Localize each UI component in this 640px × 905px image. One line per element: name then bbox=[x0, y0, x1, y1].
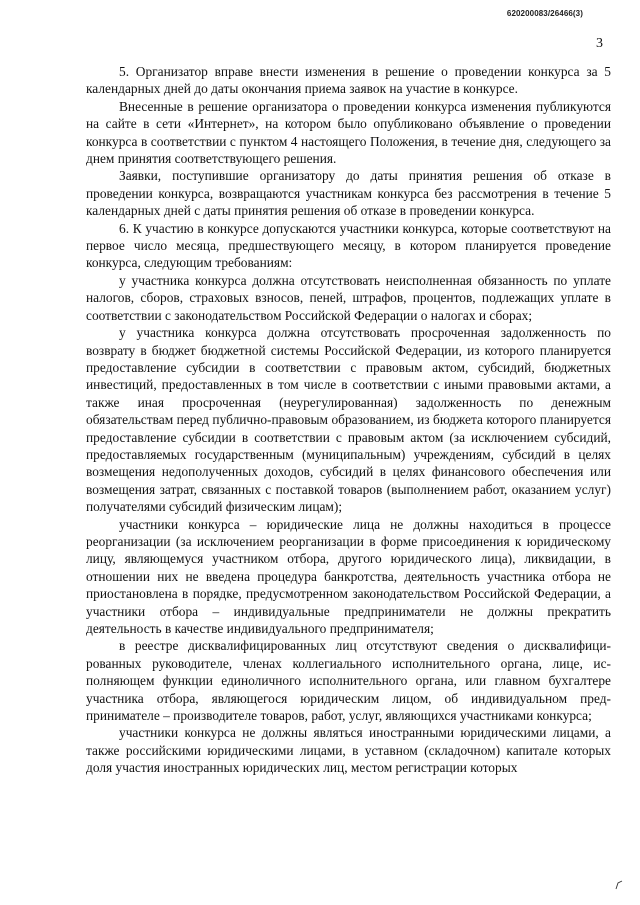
paragraph-applications-return: Заявки, поступившие организатору до даты принятия решения об отказе в проведении конкурса, возвращаются участникам конкурса без рассмотрения в течение 5 календарных дней с даты принятия решения об отказе в проведении конкурса. bbox=[86, 168, 611, 219]
document-code: 620200083/26466(3) bbox=[506, 9, 583, 18]
paragraph-requirement-budget-debt: у участника конкурса должна отсутствовать просроченная задолженность по возврату в бюджет бюджетной системы Российской Федерации, из которого планируется предоставление субсидии в соответствии с правовым актом, субсидий, бюджетных инвестиций, предоставленных в том числе в соответствии с иными правовыми актами, а также иная просроченная (неурегулированная) задолженность по денежным обязательствам перед публично-правовым образованием, из бюджета которого планируется предоставление субсидии в соответствии с правовым актом (за исключением субсидий, предоставляемых государственным (муниципальным) учреждениям, субсидий в целях возмещения недополученных доходов, субсидий в целях финансового обеспечения или возмещения затрат, связанных с поставкой товаров (выполнением работ, оказанием услуг) получателями субсидий физическим лицам); bbox=[86, 325, 611, 515]
page-number: 3 bbox=[596, 36, 603, 51]
paragraph-amendment-deadline: 5. Организатор вправе внести изменения в решение о проведении конкурса за 5 календарных дней до даты окончания приема заявок на участие в конкурсе. bbox=[86, 64, 611, 97]
paragraph-requirement-disqualified-persons: в реестре дисквалифицированных лиц отсутствуют сведения о дисквалифицированных руководителе, членах коллегиального исполнительного органа, лице, исполняющем функции единоличного исполнительного органа, или главном бухгалтере участника отбора, являющегося юридическим лицом, об индивидуальном предпринимателе – производителе товаров, работ, услуг, являющихся участниками конкурса; bbox=[86, 638, 611, 724]
paragraph-amendment-publication: Внесенные в решение организатора о проведении конкурса изменения публикуются на сайте в сети «Интернет», на котором было опубликовано объявление о проведении конкурса в соответствии с пунктом 4 настоящего Положения, в течение дня, следующего за днем принятия соответствующего решения. bbox=[86, 98, 611, 167]
document-body bbox=[86, 63, 611, 777]
paragraph-requirement-reorganization: участники конкурса – юридические лица не должны находиться в процессе реорганизации (за исключением реорганизации в форме присоединения к юридическому лицу, являющемуся участником отбора, другого юридического лица), ликвидации, в отношении них не введена процедура банкротства, деятельность участника отбора не приостановлена в порядке, предусмотренном законодательством Российской Федерации, а участники отбора – индивидуальные предприниматели не должны прекратить деятельность в качестве индивидуального предпринимателя; bbox=[86, 516, 611, 636]
scan-mark-icon bbox=[614, 880, 624, 890]
paragraph-participation-requirements: 6. К участию в конкурсе допускаются участники конкурса, которые соответствуют на первое число месяца, предшествующего месяцу, в котором планируется проведение конкурса, следующим требованиям: bbox=[86, 220, 611, 271]
paragraph-requirement-taxes: у участника конкурса должна отсутствовать неисполненная обязанность по уплате налогов, сборов, страховых взносов, пеней, штрафов, процентов, подлежащих уплате в соответствии с законодательством Российской Федерации о налогах и сборах; bbox=[86, 272, 611, 323]
paragraph-requirement-foreign-entities: участники конкурса не должны являться иностранными юридическими лицами, а также российскими юридическими лицами, в уставном (складочном) капитале которых доля участия иностранных юридических лиц, местом регистрации которых bbox=[86, 725, 611, 776]
